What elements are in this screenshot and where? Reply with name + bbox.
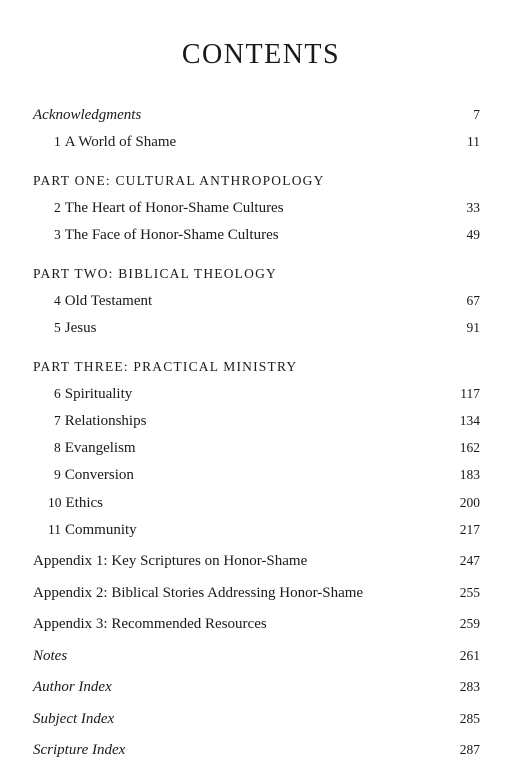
page-number: 287 [459, 742, 480, 757]
page-number: 200 [459, 495, 480, 510]
entry-title: Community [65, 522, 137, 538]
toc-entry-chapter-10[interactable] [33, 492, 480, 514]
toc-entry-chapter-9[interactable] [33, 464, 480, 486]
part-heading-one [33, 170, 480, 192]
entry-title: Appendix 3: Recommended Resources [33, 616, 267, 632]
page-number: 259 [459, 616, 480, 631]
page-number: 283 [459, 679, 480, 694]
toc-entry-acknowledgments[interactable] [33, 104, 480, 126]
page-number: 217 [459, 522, 480, 537]
chapter-number: 9 [54, 467, 61, 482]
chapter-number: 5 [54, 320, 61, 335]
chapter-number: 11 [48, 522, 61, 537]
part-title: PART THREE: PRACTICAL MINISTRY [33, 359, 298, 374]
entry-title: Conversion [64, 467, 134, 483]
part-heading-two [33, 263, 480, 285]
toc-entry-chapter-6[interactable] [33, 383, 480, 405]
part-title: PART TWO: BIBLICAL THEOLOGY [33, 266, 277, 281]
page-number: 247 [459, 553, 480, 568]
chapter-number: 10 [48, 495, 62, 510]
page-number: 11 [467, 134, 480, 149]
toc-entry-appendix-2[interactable] [33, 582, 480, 604]
page-number: 255 [459, 585, 480, 600]
toc-entry-chapter-2[interactable] [33, 197, 480, 219]
toc-entry-appendix-3[interactable] [33, 613, 480, 635]
entry-title: Appendix 1: Key Scriptures on Honor-Shame [33, 553, 308, 569]
page-number: 285 [459, 711, 480, 726]
toc-entry-chapter-5[interactable] [33, 317, 480, 339]
entry-title: The Heart of Honor-Shame Cultures [64, 200, 284, 216]
page-number: 91 [466, 320, 480, 335]
toc-entry-chapter-1[interactable] [33, 131, 480, 153]
entry-title: The Face of Honor-Shame Cultures [64, 227, 279, 243]
entry-title: Old Testament [64, 293, 153, 309]
entry-title: Subject Index [33, 711, 115, 727]
entry-title: Ethics [65, 495, 103, 511]
entry-title: Notes [33, 648, 68, 664]
chapter-number: 8 [54, 440, 61, 455]
entry-title: Jesus [64, 320, 97, 336]
chapter-number: 1 [54, 134, 61, 149]
entry-title: Appendix 2: Biblical Stories Addressing Honor-Shame [33, 585, 364, 601]
chapter-number: 3 [54, 227, 61, 242]
entry-title: Spirituality [64, 386, 133, 402]
entry-title: Relationships [64, 413, 147, 429]
page-number: 183 [459, 467, 480, 482]
page-number: 67 [466, 293, 480, 308]
toc-entry-scripture-index[interactable] [33, 739, 480, 761]
chapter-number: 7 [54, 413, 61, 428]
part-title: PART ONE: CULTURAL ANTHROPOLOGY [33, 173, 325, 188]
chapter-number: 4 [54, 293, 61, 308]
page-number: 162 [459, 440, 480, 455]
page-number: 49 [466, 227, 480, 242]
entry-title: A World of Shame [64, 134, 177, 150]
toc-entry-notes[interactable] [33, 645, 480, 667]
toc-entry-chapter-8[interactable] [33, 437, 480, 459]
page-title: CONTENTS [181, 38, 341, 70]
entry-title: Scripture Index [33, 742, 126, 758]
chapter-number: 6 [54, 386, 61, 401]
entry-title: Evangelism [64, 440, 136, 456]
page-number: 7 [473, 107, 480, 122]
page-number: 117 [460, 386, 480, 401]
toc-entry-appendix-1[interactable] [33, 550, 480, 572]
chapter-number: 2 [54, 200, 61, 215]
page-number: 33 [466, 200, 480, 215]
toc-entry-chapter-11[interactable] [33, 519, 480, 541]
entry-title: Acknowledgments [33, 107, 142, 123]
entry-title: Author Index [33, 679, 112, 695]
toc-entry-chapter-3[interactable] [33, 224, 480, 246]
part-heading-three [33, 356, 480, 378]
toc-entry-chapter-4[interactable] [33, 290, 480, 312]
page-number: 261 [459, 648, 480, 663]
toc-entry-subject-index[interactable] [33, 708, 480, 730]
toc-entry-chapter-7[interactable] [33, 410, 480, 432]
page-number: 134 [459, 413, 480, 428]
toc-entry-author-index[interactable] [33, 676, 480, 698]
